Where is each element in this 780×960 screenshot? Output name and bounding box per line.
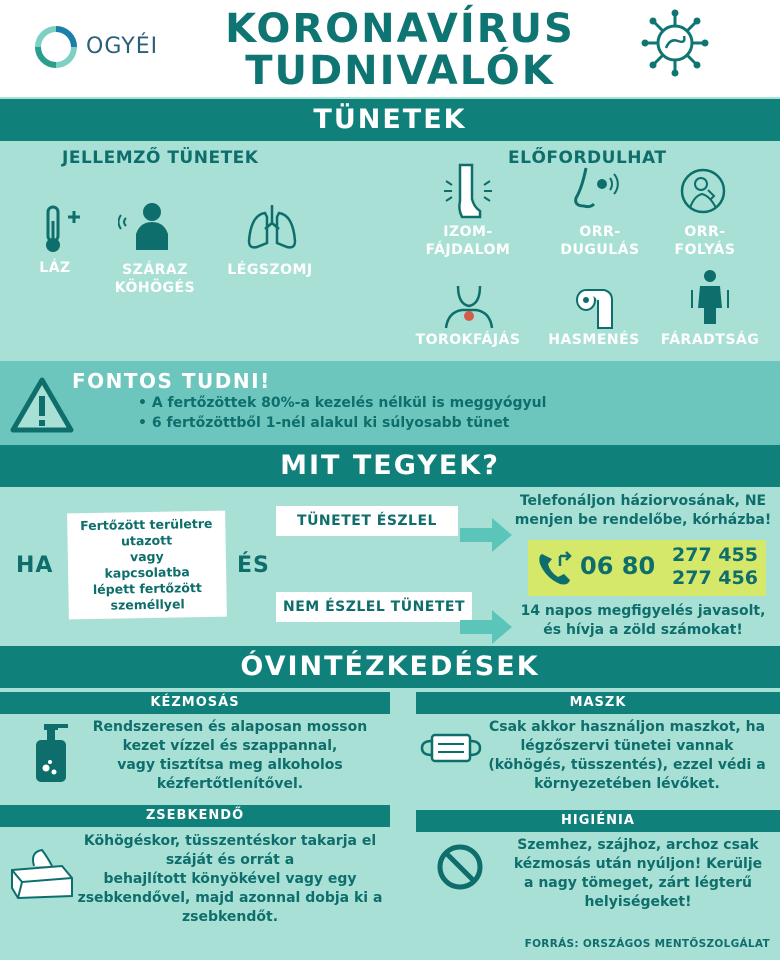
- handwash-line-1: Rendszeresen és alaposan mosson: [92, 719, 368, 735]
- page-title-line2: TUDNIVALÓK: [245, 48, 555, 94]
- mask-line-4: környezetében lévőket.: [534, 776, 720, 792]
- symptom-muscle-label-1: IZOM-: [443, 224, 493, 240]
- symptom-congestion-label-1: ORR-: [579, 224, 621, 240]
- logo: [34, 25, 78, 69]
- phone-icon: [536, 550, 576, 586]
- logo-text: OGYÉI: [86, 34, 159, 59]
- mask-line-3: (köhögés, tüsszentés), ezzel védi a: [488, 757, 766, 773]
- advice-yes-2: menjen be rendelőbe, kórházba!: [514, 512, 772, 528]
- symptom-cough-label-2: KÖHÖGÉS: [114, 280, 196, 296]
- what-to-do-section-title: MIT TEGYEK?: [0, 445, 780, 487]
- symptom-muscle-label-2: FÁJDALOM: [425, 242, 511, 258]
- mask-line-2: légzőszervi tünetei vannak: [520, 738, 734, 754]
- warning-icon: [10, 376, 74, 434]
- mask-icon: [420, 731, 482, 765]
- important-item-2: • 6 fertőzöttből 1-nél alakul ki súlyosabb tünet: [138, 415, 510, 431]
- condition-line-4: kapcsolatba: [104, 564, 190, 581]
- soap-icon: [28, 722, 72, 784]
- symptom-cough-label-1: SZÁRAZ: [122, 262, 188, 278]
- symptom-diarrhea-label: HASMENÉS: [548, 332, 640, 348]
- thermometer-icon: [42, 205, 82, 255]
- muscle-pain-icon: [440, 163, 496, 219]
- toilet-paper-icon: [574, 288, 614, 330]
- tissue-line-4: zsebkendővel, majd azonnal dobja ki a: [77, 890, 383, 906]
- precautions-section-title: ÓVINTÉZKEDÉSEK: [0, 646, 780, 688]
- ogyei-logo-icon: [34, 25, 78, 69]
- hygiene-title: HIGIÉNIA: [416, 810, 780, 832]
- hygiene-line-4: helyiségeket!: [584, 894, 692, 910]
- source-credit: FORRÁS: ORSZÁGOS MENTŐSZOLGÁLAT: [524, 938, 770, 950]
- typical-symptoms-title: JELLEMZŐ TÜNETEK: [62, 148, 259, 168]
- symptom-dyspnea-label: LÉGSZOMJ: [227, 262, 313, 278]
- phone-number-1[interactable]: 277 455: [672, 544, 758, 566]
- page-title-line1: KORONAVÍRUS: [225, 6, 575, 52]
- virus-icon: [640, 8, 710, 78]
- symptom-yes-tag: TÜNETET ÉSZLEL: [276, 506, 458, 536]
- tissue-line-2: száját és orrát a: [165, 852, 295, 868]
- symptom-sore-throat-label: TOROKFÁJÁS: [415, 332, 521, 348]
- tissue-line-3: behajlított könyökével vagy egy: [103, 871, 357, 887]
- important-item-1-text: A fertőzöttek 80%-a kezelés nélkül is meggyógyul: [151, 395, 547, 411]
- symptoms-section-title: TÜNETEK: [0, 99, 780, 141]
- lungs-icon: [245, 203, 299, 251]
- fatigue-icon: [690, 268, 730, 324]
- symptom-fatigue-label: FÁRADTSÁG: [660, 332, 760, 348]
- header: [0, 0, 780, 97]
- symptom-runny-label-1: ORR-: [684, 224, 726, 240]
- phone-prefix: 06 80: [580, 552, 656, 580]
- condition-line-2: utazott: [120, 532, 173, 549]
- arrow-no-icon: [460, 608, 512, 646]
- tissue-line-1: Köhögéskor, tüsszentéskor takarja el: [83, 833, 377, 849]
- hygiene-line-2: kézmosás után nyúljon! Kerülje: [513, 856, 763, 872]
- handwash-title: KÉZMOSÁS: [0, 692, 390, 714]
- tissue-title: ZSEBKENDŐ: [0, 805, 390, 827]
- handwash-line-3: vagy tisztítsa meg alkoholos: [117, 757, 343, 773]
- condition-line-6: személlyel: [110, 596, 185, 613]
- symptom-congestion-label-2: DUGULÁS: [560, 242, 640, 258]
- condition-line-5: lépett fertőzött: [92, 580, 203, 597]
- mask-title: MASZK: [416, 692, 780, 714]
- phone-number-2[interactable]: 277 456: [672, 567, 758, 589]
- advice-no-1: 14 napos megfigyelés javasolt,: [520, 603, 766, 619]
- hygiene-line-1: Szemhez, szájhoz, archoz csak: [517, 837, 759, 853]
- sore-throat-icon: [444, 284, 494, 330]
- handwash-line-4: kézfertőtlenítővel.: [156, 776, 304, 792]
- symptom-no-tag: NEM ÉSZLEL TÜNETET: [276, 592, 472, 622]
- possible-symptoms-title: ELŐFORDULHAT: [508, 148, 667, 168]
- mask-line-1: Csak akkor használjon maszkot, ha: [488, 719, 766, 735]
- symptom-fever-label: LÁZ: [39, 260, 71, 276]
- important-title: FONTOS TUDNI!: [72, 369, 271, 393]
- hygiene-line-3: a nagy tömeget, zárt légterű: [524, 875, 752, 891]
- condition-line-1: Fertőzött területre: [80, 515, 213, 534]
- important-item-1: • A fertőzöttek 80%-a kezelés nélkül is meggyógyul: [138, 395, 547, 411]
- advice-no-2: és hívja a zöld számokat!: [543, 622, 743, 638]
- cough-icon: [118, 200, 174, 250]
- ha-label: HA: [16, 553, 54, 578]
- es-label: ÉS: [237, 553, 270, 578]
- nose-congestion-icon: [572, 166, 622, 218]
- no-touch-icon: [436, 843, 484, 891]
- tissue-line-5: zsebkendőt.: [181, 909, 279, 925]
- advice-yes-1: Telefonáljon háziorvosának, NE: [519, 493, 767, 509]
- handwash-line-2: kezet vízzel és szappannal,: [122, 738, 338, 754]
- tissue-box-icon: [8, 848, 74, 900]
- condition-line-3: vagy: [129, 548, 164, 565]
- arrow-yes-icon: [460, 516, 512, 554]
- condition-note: [67, 511, 227, 620]
- runny-nose-icon: [680, 168, 726, 214]
- symptom-runny-label-2: FOLYÁS: [674, 242, 736, 258]
- important-item-2-text: 6 fertőzöttből 1-nél alakul ki súlyosabb tünet: [151, 415, 510, 431]
